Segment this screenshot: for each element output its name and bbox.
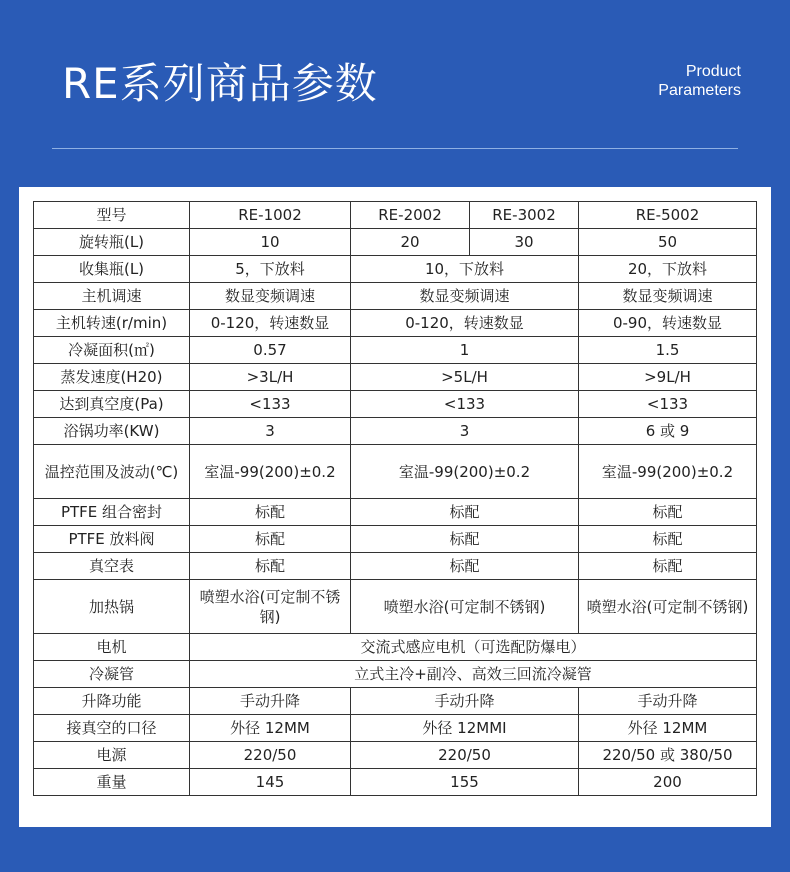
header-divider: [52, 148, 738, 149]
table-row: [34, 337, 757, 364]
table-cell: 标配: [190, 526, 351, 553]
table-cell: 3: [190, 418, 351, 445]
row-label: 真空表: [34, 553, 190, 580]
row-label: 升降功能: [34, 688, 190, 715]
table-cell: 3: [351, 418, 579, 445]
parameters-card: [19, 187, 771, 827]
table-row-model: [34, 202, 757, 229]
table-cell: 标配: [579, 526, 757, 553]
table-row: [34, 580, 757, 634]
table-cell: 220/50 或 380/50: [579, 742, 757, 769]
table-row: [34, 256, 757, 283]
row-label: 重量: [34, 769, 190, 796]
row-label: 温控范围及波动(℃): [34, 445, 190, 499]
subtitle-line-2: Parameters: [658, 82, 741, 99]
table-cell: 1: [351, 337, 579, 364]
table-cell: 6 或 9: [579, 418, 757, 445]
table-cell: 标配: [579, 499, 757, 526]
row-label: 达到真空度(Pa): [34, 391, 190, 418]
table-cell: <133: [190, 391, 351, 418]
table-cell: 20，下放料: [579, 256, 757, 283]
table-cell: 标配: [190, 499, 351, 526]
table-cell: 1.5: [579, 337, 757, 364]
table-cell: 标配: [190, 553, 351, 580]
table-row: [34, 553, 757, 580]
row-label: 旋转瓶(L): [34, 229, 190, 256]
row-label: 主机调速: [34, 283, 190, 310]
table-row: [34, 742, 757, 769]
row-label: 型号: [34, 202, 190, 229]
table-cell: 手动升降: [579, 688, 757, 715]
parameters-table: [33, 201, 757, 796]
table-row: [34, 661, 757, 688]
table-row: [34, 310, 757, 337]
table-cell: 标配: [579, 553, 757, 580]
table-cell: 10，下放料: [351, 256, 579, 283]
row-label: 电机: [34, 634, 190, 661]
table-cell: 0.57: [190, 337, 351, 364]
table-cell: 220/50: [190, 742, 351, 769]
row-label: 冷凝面积(㎡): [34, 337, 190, 364]
row-label: PTFE 放料阀: [34, 526, 190, 553]
table-cell: 交流式感应电机（可选配防爆电）: [190, 634, 757, 661]
table-cell: >5L/H: [351, 364, 579, 391]
table-row: [34, 769, 757, 796]
table-row: [34, 391, 757, 418]
row-label: 浴锅功率(KW): [34, 418, 190, 445]
table-row: [34, 526, 757, 553]
table-row: [34, 283, 757, 310]
page-title: RE系列商品参数: [62, 59, 378, 108]
table-cell: 标配: [351, 526, 579, 553]
table-row: [34, 445, 757, 499]
row-label: 接真空的口径: [34, 715, 190, 742]
table-cell: 立式主冷+副冷、高效三回流冷凝管: [190, 661, 757, 688]
table-row: [34, 499, 757, 526]
table-row: [34, 364, 757, 391]
table-cell: >3L/H: [190, 364, 351, 391]
row-label: 电源: [34, 742, 190, 769]
table-cell: <133: [351, 391, 579, 418]
row-label: 冷凝管: [34, 661, 190, 688]
table-cell: 数显变频调速: [190, 283, 351, 310]
cell-re2002: RE-2002: [351, 202, 470, 229]
table-row: [34, 418, 757, 445]
table-cell: 30: [470, 229, 579, 256]
table-row: [34, 688, 757, 715]
table-cell: 数显变频调速: [351, 283, 579, 310]
table-cell: 手动升降: [190, 688, 351, 715]
cell-re3002: RE-3002: [470, 202, 579, 229]
row-label: PTFE 组合密封: [34, 499, 190, 526]
table-cell: 喷塑水浴(可定制不锈钢): [579, 580, 757, 634]
table-cell: 5，下放料: [190, 256, 351, 283]
cell-re5002: RE-5002: [579, 202, 757, 229]
row-label: 蒸发速度(H20): [34, 364, 190, 391]
table-cell: 室温-99(200)±0.2: [579, 445, 757, 499]
table-cell: <133: [579, 391, 757, 418]
table-row: [34, 715, 757, 742]
table-cell: 数显变频调速: [579, 283, 757, 310]
table-cell: 220/50: [351, 742, 579, 769]
table-cell: 200: [579, 769, 757, 796]
table-cell: 室温-99(200)±0.2: [190, 445, 351, 499]
table-cell: 0-120，转速数显: [190, 310, 351, 337]
row-label: 收集瓶(L): [34, 256, 190, 283]
table-cell: 喷塑水浴(可定制不锈钢): [351, 580, 579, 634]
cell-re1002: RE-1002: [190, 202, 351, 229]
table-cell: 标配: [351, 499, 579, 526]
table-cell: 0-90，转速数显: [579, 310, 757, 337]
table-cell: 155: [351, 769, 579, 796]
page-subtitle: [658, 62, 741, 100]
row-label: 主机转速(r/min): [34, 310, 190, 337]
table-cell: 50: [579, 229, 757, 256]
table-cell: 10: [190, 229, 351, 256]
table-cell: 外径 12MM: [579, 715, 757, 742]
row-label: 加热锅: [34, 580, 190, 634]
table-row: [34, 634, 757, 661]
table-cell: 室温-99(200)±0.2: [351, 445, 579, 499]
table-cell: 手动升降: [351, 688, 579, 715]
table-cell: 外径 12MM: [190, 715, 351, 742]
table-cell: 喷塑水浴(可定制不锈钢): [190, 580, 351, 634]
table-cell: 145: [190, 769, 351, 796]
table-cell: 0-120，转速数显: [351, 310, 579, 337]
subtitle-line-1: Product: [685, 63, 741, 80]
table-cell: 20: [351, 229, 470, 256]
table-row-flask: [34, 229, 757, 256]
table-cell: 标配: [351, 553, 579, 580]
table-cell: 外径 12MMI: [351, 715, 579, 742]
table-cell: >9L/H: [579, 364, 757, 391]
